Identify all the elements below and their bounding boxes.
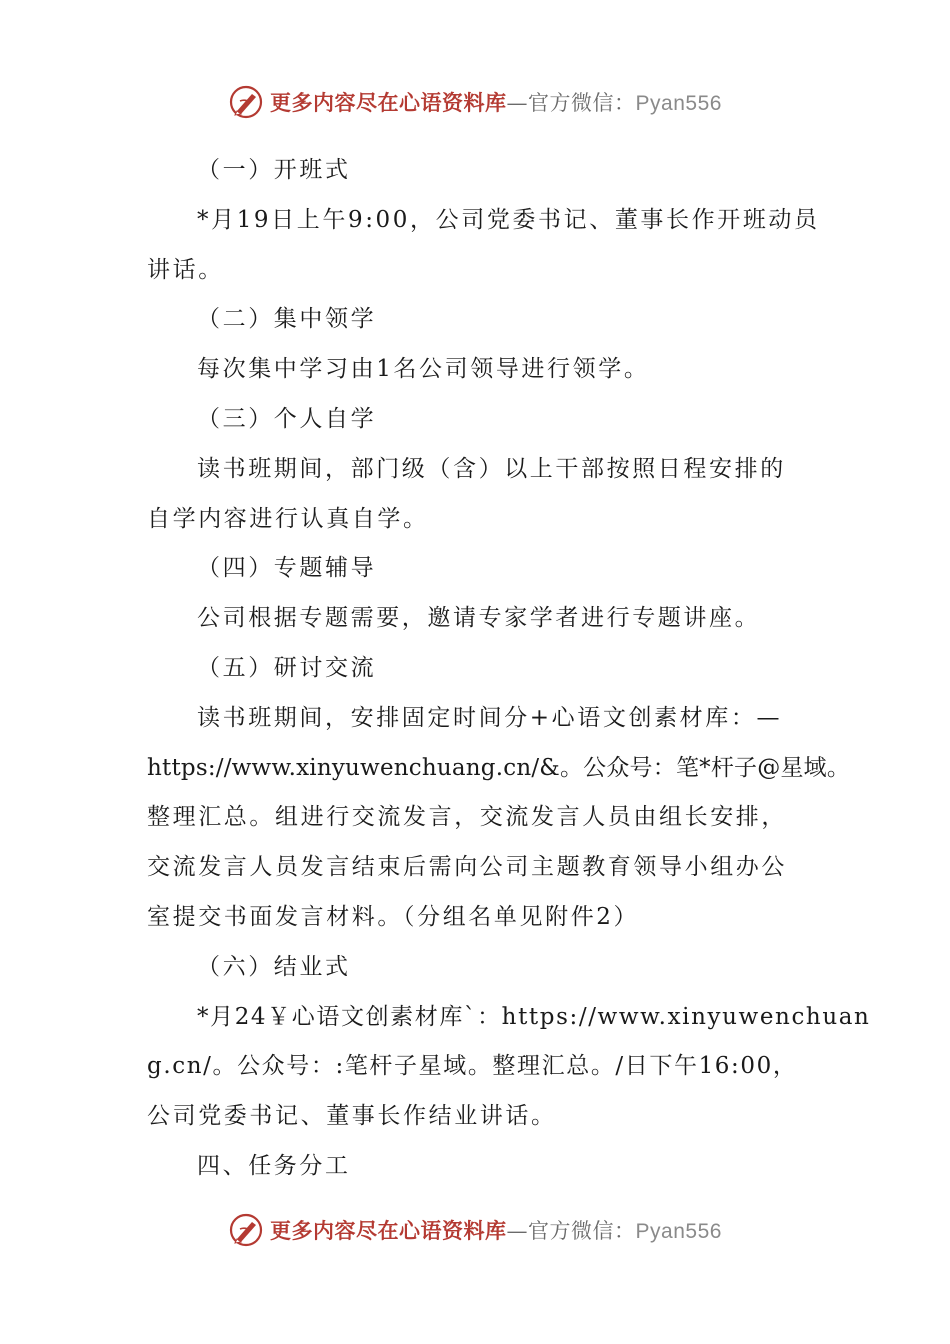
paragraph-line: g.cn/。公众号：:笔杆子星域。整理汇总。/日下午16:00，	[147, 1053, 798, 1080]
paragraph-line: 读书班期间，安排固定时间分+心语文创素材库：—	[197, 704, 783, 731]
header-official-text: 官方微信：	[528, 91, 636, 115]
paragraph-line: 交流发言人员发言结束后需向公司主题教育领导小组办公	[147, 854, 787, 881]
paragraph-line: 室提交书面发言材料。（分组名单见附件2）	[147, 903, 640, 930]
header-banner	[0, 80, 950, 124]
section-heading-2: （二）集中领学	[197, 306, 377, 333]
paragraph-line: 自学内容进行认真自学。	[147, 505, 429, 532]
paragraph-line: 整理汇总。组进行交流发言，交流发言人员由组长安排，	[147, 804, 787, 831]
pen-logo-icon	[228, 1212, 264, 1248]
header-banner-text	[270, 87, 722, 117]
footer-banner	[0, 1208, 950, 1252]
section-heading-4: （四）专题辅导	[197, 555, 377, 582]
footer-official-text: 官方微信：	[528, 1219, 636, 1243]
header-dash: —	[506, 91, 529, 115]
footer-wechat-id: Pyan556	[635, 1220, 722, 1243]
chapter-heading-4: 四、任务分工	[197, 1152, 351, 1179]
footer-brand-text: 更多内容尽在心语资料库	[270, 1218, 507, 1243]
footer-dash: —	[506, 1219, 529, 1243]
header-brand-text: 更多内容尽在心语资料库	[270, 90, 507, 115]
section-heading-5: （五）研讨交流	[197, 654, 377, 681]
paragraph-line: *月19日上午9:00，公司党委书记、董事长作开班动员	[197, 206, 820, 233]
paragraph-line: 公司根据专题需要，邀请专家学者进行专题讲座。	[197, 605, 761, 632]
paragraph-line: 读书班期间，部门级（含）以上干部按照日程安排的	[197, 455, 786, 482]
paragraph-line: 公司党委书记、董事长作结业讲话。	[147, 1103, 557, 1130]
section-heading-3: （三）个人自学	[197, 405, 377, 432]
paragraph-line-url: *月24￥心语文创素材库`：https://www.xinyuwenchuan	[197, 1003, 871, 1030]
section-heading-6: （六）结业式	[197, 953, 351, 980]
pen-logo-icon	[228, 84, 264, 120]
footer-banner-text	[270, 1215, 722, 1245]
document-body	[147, 146, 871, 1192]
section-heading-1: （一）开班式	[197, 157, 351, 183]
paragraph-line-url: https://www.xinyuwenchuang.cn/&。公众号：笔*杆子@星域。	[147, 754, 851, 781]
header-wechat-id: Pyan556	[635, 92, 722, 115]
paragraph-line: 每次集中学习由1名公司领导进行领学。	[197, 356, 650, 383]
paragraph-line: 讲话。	[147, 256, 224, 283]
